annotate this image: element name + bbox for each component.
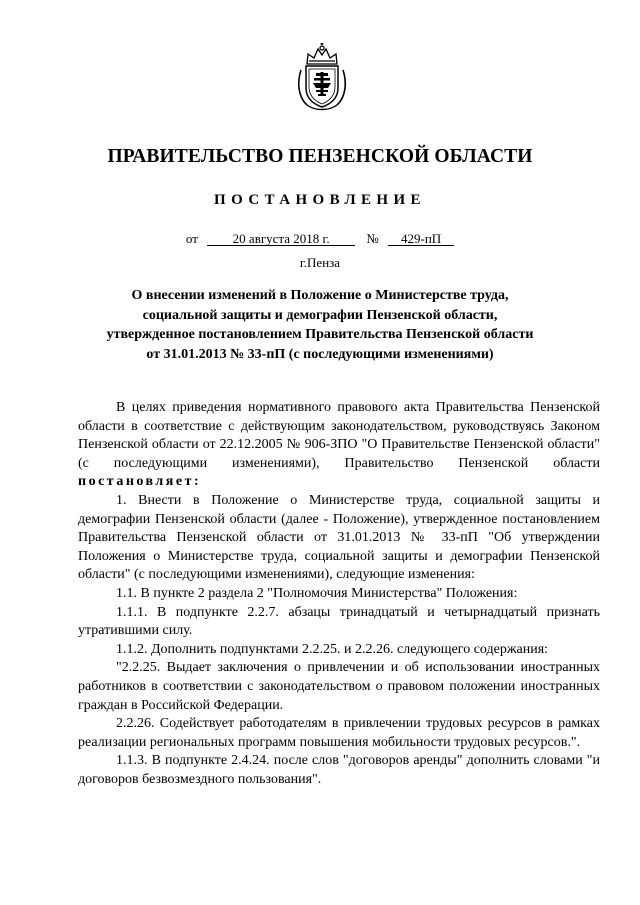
document-date: 20 августа 2018 г.	[207, 232, 355, 246]
body-paragraph: 1.1.3. В подпункте 2.4.24. после слов "договоров аренды" дополнить словами "и договоров безвозмездного пользования".	[78, 753, 600, 787]
body-paragraph: 1.1.2. Дополнить подпунктами 2.2.25. и 2.2.26. следующего содержания:	[116, 641, 549, 657]
document-number: 429-пП	[388, 232, 454, 246]
subject-line: от 31.01.2013 № 33-пП (с последующими изменениями)	[146, 346, 494, 362]
body-paragraph: 2.2.26. Содействует работодателям в привлечении трудовых ресурсов в рамках реализации региональных программ повышения мобильности трудовых ресурсов.".	[78, 716, 600, 750]
number-prefix: №	[366, 231, 379, 246]
document-type: ПОСТАНОВЛЕНИЕ	[214, 192, 426, 208]
document-city: г.Пенза	[299, 255, 341, 270]
subject-line: социальной защиты и демографии Пензенской области,	[142, 307, 498, 323]
subject-line: О внесении изменений в Положение о Министерстве труда,	[131, 288, 509, 303]
body-paragraph: 1. Внести в Положение о Министерстве труда, социальной защиты и демографии Пензенской области (далее - Положение), утвержденное постановлением Правительства Пензенской области от 31.01.2013 № 33-пП "Об утверждении Положения о Министерстве труда, социальной защиты и демографии Пензенской области" (с последующими изменениями), следующие изменения:	[78, 492, 600, 583]
body-paragraph: 1.1.1. В подпункте 2.2.7. абзацы тринадцатый и четырнадцатый признать утратившими силу.	[78, 604, 600, 639]
date-prefix: от	[185, 231, 198, 246]
coat-of-arms-icon	[295, 42, 349, 112]
body-paragraph: 1.1. В пункте 2 раздела 2 "Полномочия Министерства" Положения:	[116, 585, 518, 601]
document-meta	[0, 231, 640, 247]
preamble-paragraph	[78, 399, 600, 492]
preamble-text: В целях приведения нормативного правового акта Правительства Пензенской области в соответствие с действующим законодательством, руководствуясь Законом Пензенской области от 22.12.2005 № 906-ЗПО "О Правительстве Пензенской области" (с последующими изменениями), Правительство Пензенской области	[78, 400, 600, 471]
document-body	[78, 399, 600, 789]
resolves-word: постановляет:	[78, 474, 202, 490]
document-subject	[90, 286, 550, 364]
government-title: ПРАВИТЕЛЬСТВО ПЕНЗЕНСКОЙ ОБЛАСТИ	[107, 146, 533, 167]
subject-line: утвержденное постановлением Правительства Пензенской области	[106, 327, 534, 343]
body-paragraph: "2.2.25. Выдает заключения о привлечении и об использовании иностранных работников в соответствии с законодательством о правовом положении иностранных граждан в Российской Федерации.	[78, 660, 600, 713]
